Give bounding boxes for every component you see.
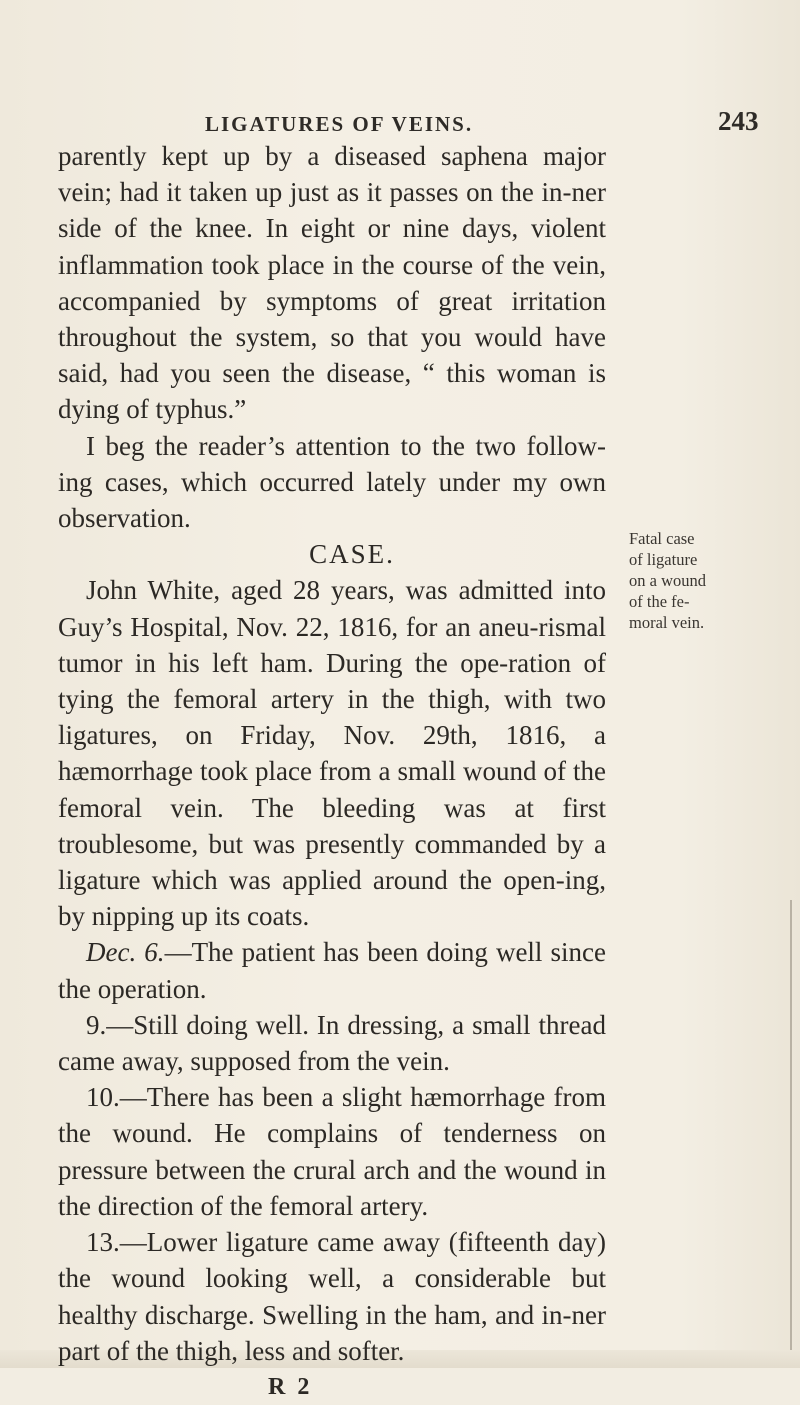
entry-text: —Lower ligature came away (fifteenth day) the wound looking well, a considerable but healthy discharge. Swelling in the ham, and in-ner part of the thigh, less and softer. [58,1227,606,1366]
margin-note-line: Fatal case [629,529,695,548]
entry-13 [58,1224,606,1369]
signature-mark: R 2 [268,1373,313,1400]
entry-date: 10. [86,1082,120,1113]
page-number: 243 [718,106,759,136]
body-text [58,138,606,1405]
entry-date: Dec. 6. [86,937,165,968]
entry-date: 9. [86,1009,107,1040]
margin-note-line: of ligature [629,550,698,569]
entry-date: 13. [86,1227,120,1258]
entry-text: —The patient has been doing well since the operation. [58,937,606,1004]
entry-text: —There has been a slight hæmorrhage from the wound. He complains of tenderness on pressure between the crural arch and the wound in the direction of the femoral artery. [58,1082,606,1221]
paragraph-2: I beg the reader’s attention to the two follow-ing cases, which occurred lately under my own observation. [58,430,606,534]
entry-dec-6 [58,934,606,1006]
margin-note [629,528,789,633]
margin-note-line: moral vein. [629,613,705,632]
running-head: LIGATURES OF VEINS. [205,112,474,136]
margin-note-line: on a wound [629,571,706,590]
case-heading: CASE. [309,539,395,570]
page-edge-line [790,900,792,1360]
paragraph-1: parently kept up by a diseased saphena major vein; had it taken up just as it passes on the in-ner side of the knee. In eight or nine days, violent inflammation took place in the course of the vein, accompanied by symptoms of great irritation throughout the system, so that you would have said, had you seen the disease, “ this woman is dying of typhus.” [58,141,606,425]
case-paragraph: John White, aged 28 years, was admitted into Guy’s Hospital, Nov. 22, 1816, for an aneu-rismal tumor in his left ham. During the ope-ration of tying the femoral artery in the thigh, with two ligatures, on Friday, Nov. 29th, 1816, a hæmorrhage took place from a small wound of the femoral vein. The bleeding was at first troublesome, but was presently commanded by a ligature which was applied around the open-ing, by nipping up its coats. [58,575,606,932]
entry-10 [58,1079,606,1224]
entry-text: —Still doing well. In dressing, a small thread came away, supposed from the vein. [58,1009,606,1077]
margin-note-line: of the fe- [629,592,690,611]
entry-9 [58,1007,606,1079]
